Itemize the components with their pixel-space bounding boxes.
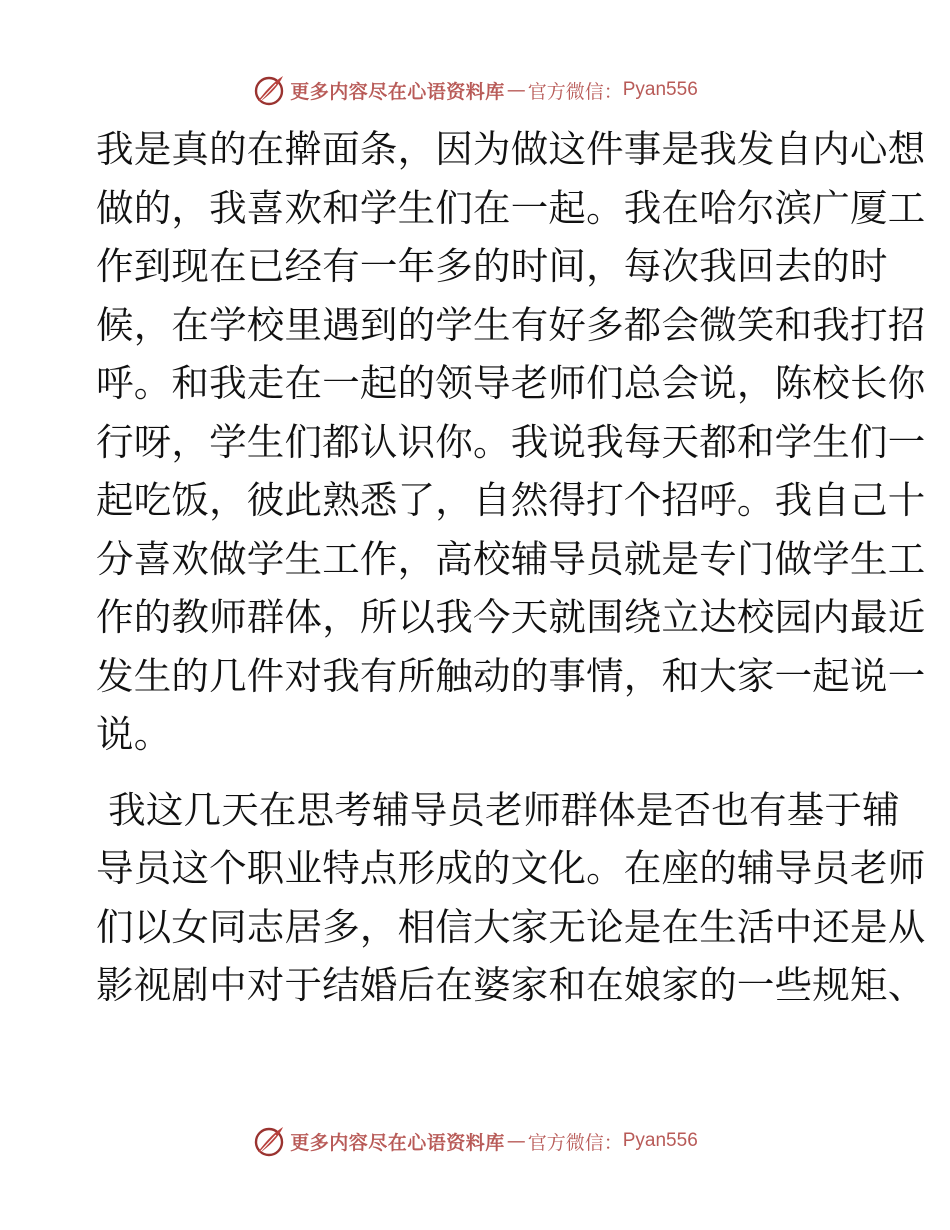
paragraph-line: 影视剧中对于结婚后在婆家和在娘家的一些规矩、 [96, 963, 926, 1007]
paragraph-line: 我是真的在擀面条，因为做这件事是我发自内心想 [96, 127, 926, 171]
paragraph-line: 说。 [96, 712, 172, 756]
paragraph-line: 分喜欢做学生工作，高校辅导员就是专门做学生工 [96, 536, 926, 581]
footer-banner [0, 1121, 950, 1161]
footer-wechat-handle: Pyan556 [622, 1130, 698, 1151]
paragraph-line: 起吃饭，彼此熟悉了，自然得打个招呼。我自己十 [96, 478, 926, 522]
paragraph-line: 行呀，学生们都认识你。我说我每天都和学生们一 [96, 419, 926, 464]
header-dash: — [506, 79, 526, 101]
header-promo-text: 更多内容尽在心语资料库 [290, 80, 505, 103]
paragraph-line: 作到现在已经有一年多的时间，每次我回去的时 [96, 244, 888, 288]
header-wechat-handle: Pyan556 [622, 79, 698, 100]
paragraph-line: 们以女同志居多，相信大家无论是在生活中还是从 [96, 904, 926, 949]
quill-pen-circle-icon [252, 1124, 286, 1158]
footer-dash: — [506, 1130, 526, 1152]
paragraph-line: 导员这个职业特点形成的文化。在座的辅导员老师 [96, 846, 926, 890]
paragraph-2 [96, 781, 926, 1015]
paragraph-line: 我这几天在思考辅导员老师群体是否也有基于辅 [96, 787, 900, 832]
header-wechat-label: 官方微信： [527, 80, 623, 103]
footer-wechat-label: 官方微信： [527, 1131, 623, 1154]
paragraph-1 [96, 120, 926, 764]
paragraph-line: 做的，我喜欢和学生们在一起。我在哈尔滨广厦工 [96, 185, 926, 230]
paragraph-line: 作的教师群体，所以我今天就围绕立达校园内最近 [96, 595, 926, 639]
footer-promo-text: 更多内容尽在心语资料库 [290, 1131, 505, 1154]
document-body [96, 120, 926, 1015]
paragraph-line: 呼。和我走在一起的领导老师们总会说，陈校长你 [96, 361, 926, 405]
quill-pen-circle-icon [252, 73, 286, 107]
header-banner [0, 70, 950, 110]
paragraph-line: 候，在学校里遇到的学生有好多都会微笑和我打招 [96, 302, 926, 347]
paragraph-line: 发生的几件对我有所触动的事情，和大家一起说一 [96, 653, 926, 698]
